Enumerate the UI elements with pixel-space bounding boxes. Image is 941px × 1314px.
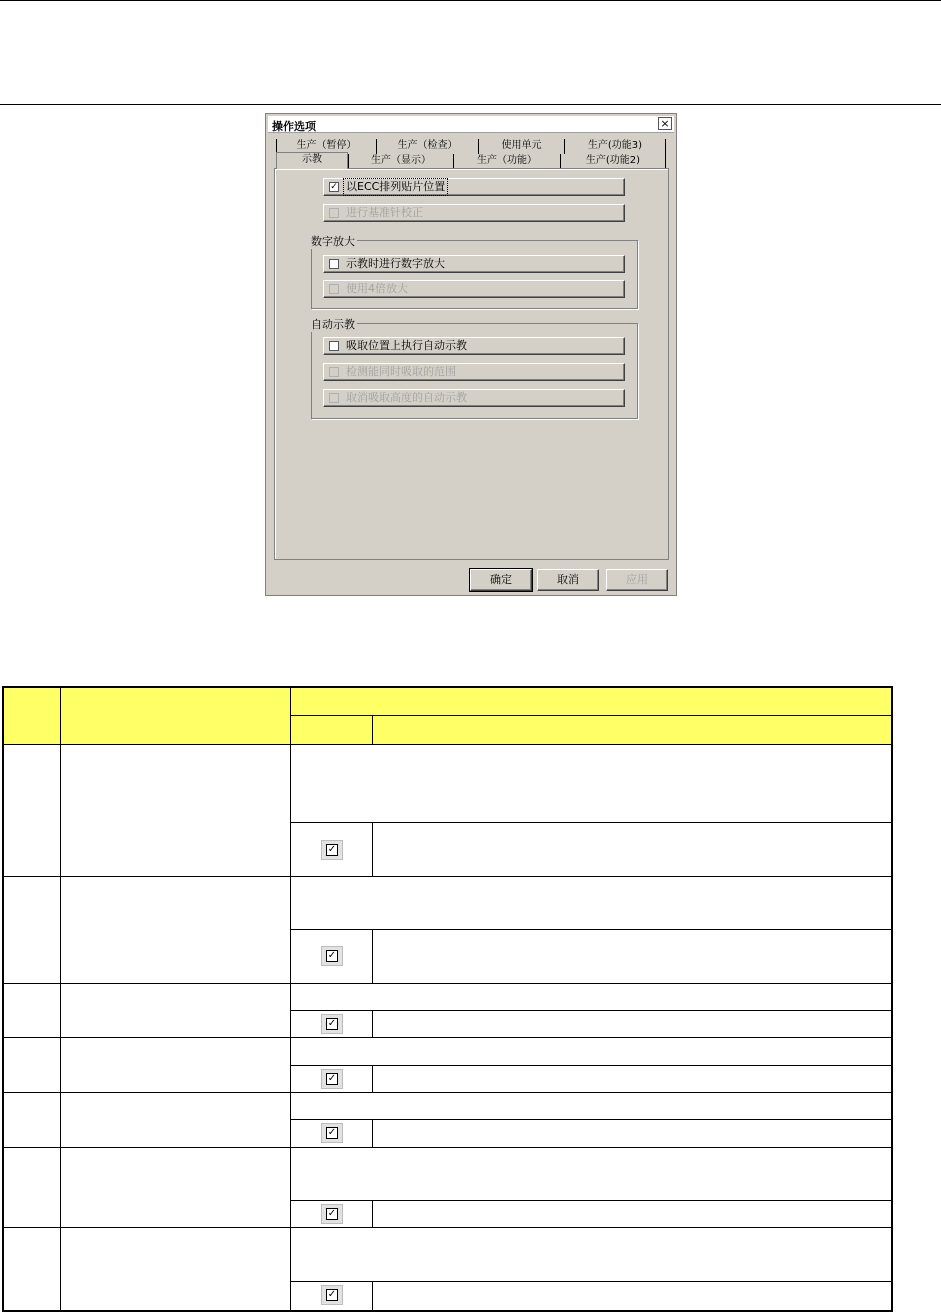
table-gridline [2, 1147, 893, 1148]
table-gridline [372, 822, 373, 877]
checkbox-icon[interactable] [329, 341, 339, 351]
option-auto-teach-pick[interactable] [323, 337, 625, 355]
option-teach-zoom[interactable] [323, 255, 625, 273]
group-digital-zoom [311, 240, 638, 309]
tab-use-unit[interactable] [478, 139, 564, 154]
option-label: 取消吸取高度的自动示教 [346, 391, 467, 404]
tab-label: 生产(功能3) [587, 140, 643, 151]
tab-label: 生产（暂停） [296, 140, 357, 151]
table-gridline [290, 686, 291, 1312]
table-gridline [2, 1227, 893, 1228]
tab-label: 示教 [302, 154, 322, 165]
tab-production-func2[interactable] [560, 154, 666, 169]
table-gridline [372, 1119, 373, 1148]
check-mark: ✓ [327, 844, 337, 855]
table-border [2, 686, 4, 1312]
table-gridline [372, 1200, 373, 1228]
checkbox-checked-icon [321, 946, 343, 966]
tab-label: 生产（显示） [371, 155, 431, 166]
checkbox-icon [329, 367, 339, 377]
tab-label: 生产（检查） [397, 140, 458, 151]
checkbox-checked-icon [321, 840, 343, 860]
group-title: 数字放大 [311, 235, 355, 248]
table-gridline [290, 715, 893, 716]
table-gridline [2, 876, 893, 877]
table-gridline [372, 1281, 373, 1311]
table-gridline [2, 1092, 893, 1093]
checkbox-icon[interactable] [329, 259, 339, 269]
header-cell-description [372, 715, 893, 744]
checkbox-icon [329, 208, 339, 218]
dialog-titlebar [268, 116, 674, 133]
option-label: 使用4倍放大 [346, 282, 408, 295]
table-gridline [290, 1010, 893, 1011]
option-detect-range [323, 363, 625, 381]
tab-production-function[interactable] [453, 154, 560, 169]
checkbox-icon [329, 284, 339, 294]
option-label: 以ECC排列贴片位置 [346, 180, 446, 193]
table-gridline [372, 715, 373, 745]
options-table [2, 686, 893, 1312]
table-border [2, 1310, 893, 1312]
tab-production-func3[interactable] [564, 139, 666, 154]
table-gridline [372, 1065, 373, 1093]
tab-panel-teach [274, 168, 669, 560]
table-border [2, 686, 893, 688]
tab-label: 生产（功能） [477, 155, 537, 166]
table-gridline [290, 822, 893, 823]
check-mark: ✓ [327, 1208, 337, 1219]
table-gridline [2, 983, 893, 984]
check-mark: ✓ [327, 1018, 337, 1029]
check-mark: ✓ [327, 1073, 337, 1084]
table-gridline [60, 686, 61, 1312]
tab-production-display[interactable] [348, 154, 453, 169]
close-icon[interactable]: × [658, 117, 672, 130]
operation-options-dialog [265, 113, 677, 596]
table-gridline [372, 1010, 373, 1038]
table-border [891, 686, 893, 1312]
option-label: 进行基准针校正 [346, 206, 423, 219]
checkbox-checked-icon [321, 1069, 343, 1089]
check-mark: ✓ [327, 1289, 337, 1300]
apply-button: 应用 [606, 569, 668, 591]
checkbox-checked-icon [321, 1204, 343, 1224]
page-top-rule [0, 0, 941, 1]
table-gridline [290, 1200, 893, 1201]
tab-label: 使用单元 [501, 140, 542, 151]
tab-production-check[interactable] [376, 139, 478, 154]
check-mark: ✓ [327, 950, 337, 961]
group-title: 自动示教 [311, 318, 355, 331]
page-header-rule [0, 104, 941, 105]
header-cell-content [290, 686, 893, 715]
tab-label: 生产(功能2) [585, 155, 641, 166]
tab-teach[interactable] [276, 152, 348, 169]
checkbox-checked-icon [321, 1123, 343, 1143]
header-cell-item [60, 686, 290, 744]
checkbox-checked-icon[interactable]: ✓ [330, 182, 338, 192]
table-gridline [290, 929, 893, 930]
ok-button[interactable]: 确定 [470, 569, 532, 591]
checkbox-checked-icon [321, 1014, 343, 1034]
checkbox-checked-icon [321, 1285, 343, 1305]
option-ecc-arrange[interactable] [323, 178, 625, 196]
option-label: 吸取位置上执行自动示教 [346, 339, 467, 352]
dialog-title: 操作选项 [272, 120, 316, 133]
table-gridline [290, 1119, 893, 1120]
table-gridline [2, 744, 893, 745]
header-cell-number [2, 686, 60, 744]
header-cell-setting [290, 715, 372, 744]
check-mark: ✓ [327, 1127, 337, 1138]
option-4x-zoom [323, 280, 625, 298]
option-label: 示教时进行数字放大 [346, 257, 445, 270]
option-fiducial-correction [323, 204, 625, 222]
table-gridline [290, 1065, 893, 1066]
table-gridline [2, 1037, 893, 1038]
cancel-button[interactable]: 取消 [537, 569, 599, 591]
option-cancel-height-teach [323, 389, 625, 407]
option-label: 检测能同时吸取的范围 [346, 365, 456, 378]
table-gridline [290, 1281, 893, 1282]
table-gridline [372, 929, 373, 984]
checkbox-icon [329, 393, 339, 403]
